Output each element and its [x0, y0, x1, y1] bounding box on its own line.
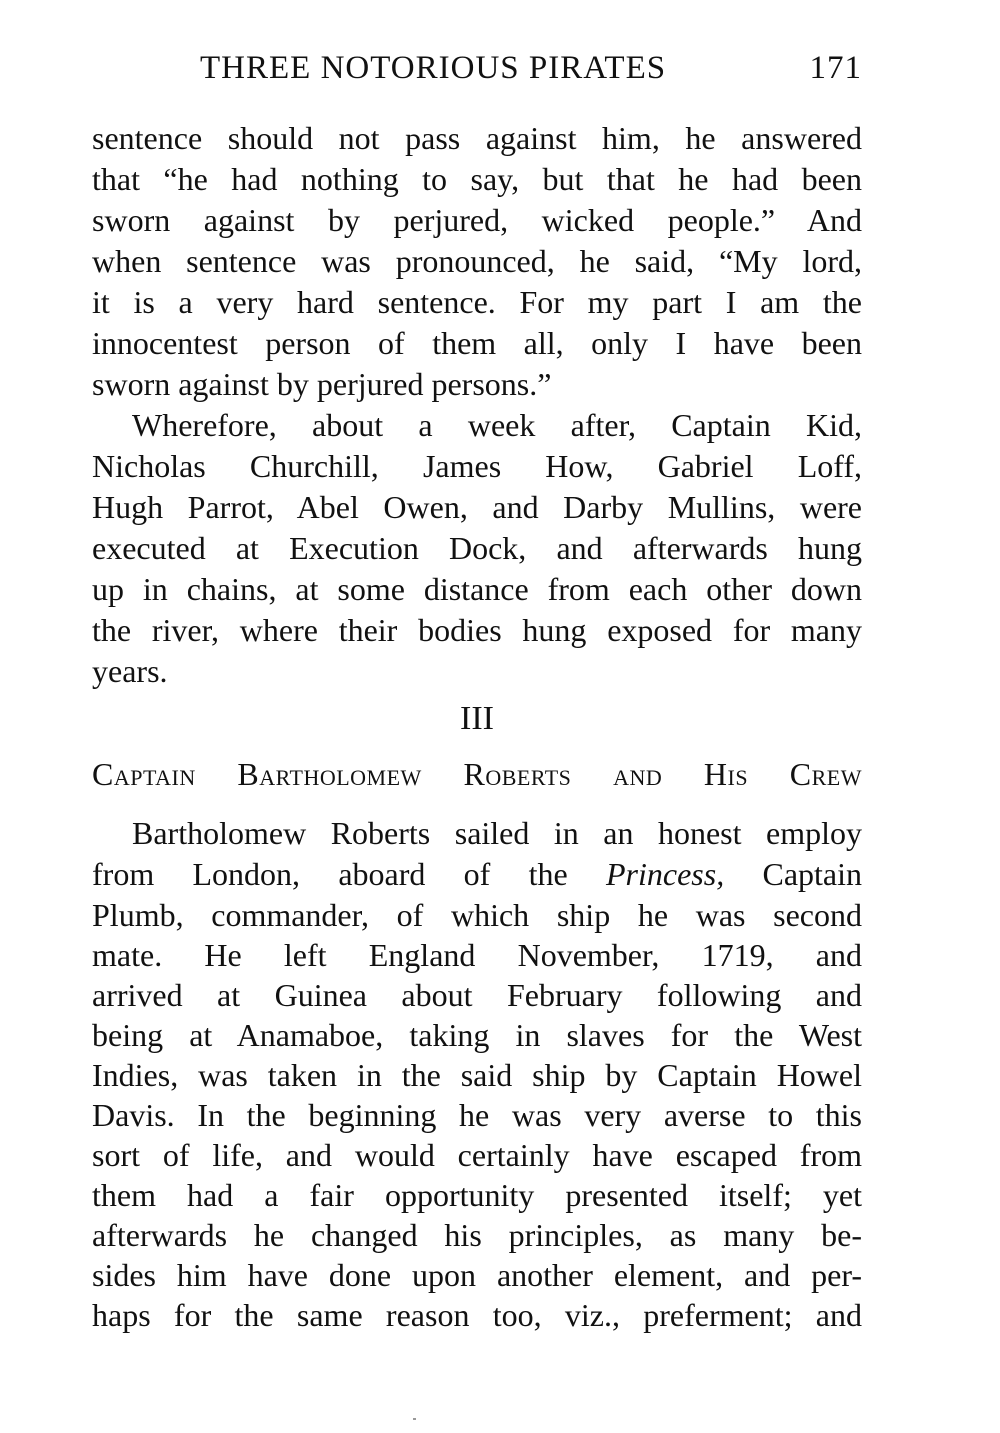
- text-line: it is a very hard sentence. For my part I am the: [92, 284, 862, 320]
- text-span: from London, aboard of the: [92, 856, 606, 892]
- text-line: sort of life, and would certainly have escaped from: [92, 1137, 862, 1173]
- text-line: sworn against by perjured persons.”: [92, 366, 552, 402]
- text-line: sides him have done upon another element, and per-: [92, 1257, 862, 1293]
- text-line: years.: [92, 653, 168, 689]
- text-line-with-italic: [92, 854, 862, 895]
- text-line: Wherefore, about a week after, Captain Kid,: [132, 407, 862, 443]
- running-head: [92, 50, 862, 94]
- text-line: up in chains, at some distance from each other down: [92, 571, 862, 607]
- text-line: innocentest person of them all, only I have been: [92, 325, 862, 361]
- text-line: afterwards he changed his principles, as many be-: [92, 1217, 862, 1253]
- text-line: arrived at Guinea about February following and: [92, 977, 862, 1013]
- text-line: mate. He left England November, 1719, and: [92, 937, 862, 973]
- text-line: sworn against by perjured, wicked people.” And: [92, 202, 862, 238]
- section-numeral: III: [460, 700, 494, 737]
- text-line: haps for the same reason too, viz., preferment; and: [92, 1297, 862, 1333]
- page-number: 171: [809, 50, 862, 86]
- print-speck: [413, 1418, 416, 1420]
- text-line: them had a fair opportunity presented itself; yet: [92, 1177, 862, 1213]
- text-line: Indies, was taken in the said ship by Captain Howel: [92, 1057, 862, 1093]
- text-line: that “he had nothing to say, but that he had been: [92, 161, 862, 197]
- text-line: Plumb, commander, of which ship he was second: [92, 897, 862, 933]
- chapter-title: Captain Bartholomew Roberts and His Crew: [92, 756, 862, 792]
- text-line: Nicholas Churchill, James How, Gabriel Loff,: [92, 448, 862, 484]
- text-line: the river, where their bodies hung exposed for many: [92, 612, 862, 648]
- ship-name-italic: Princess,: [605, 856, 725, 892]
- text-line: when sentence was pronounced, he said, “My lord,: [92, 243, 862, 279]
- running-title: THREE NOTORIOUS PIRATES: [200, 50, 667, 86]
- text-line: Hugh Parrot, Abel Owen, and Darby Mullins, were: [92, 489, 862, 525]
- text-span: Captain: [724, 856, 863, 892]
- text-line: Bartholomew Roberts sailed in an honest employ: [132, 815, 862, 851]
- text-line: Davis. In the beginning he was very averse to this: [92, 1097, 862, 1133]
- book-page: [92, 0, 862, 1433]
- text-line: sentence should not pass against him, he answered: [92, 120, 862, 156]
- text-line: being at Anamaboe, taking in slaves for the West: [92, 1017, 862, 1053]
- text-line: executed at Execution Dock, and afterwards hung: [92, 530, 862, 566]
